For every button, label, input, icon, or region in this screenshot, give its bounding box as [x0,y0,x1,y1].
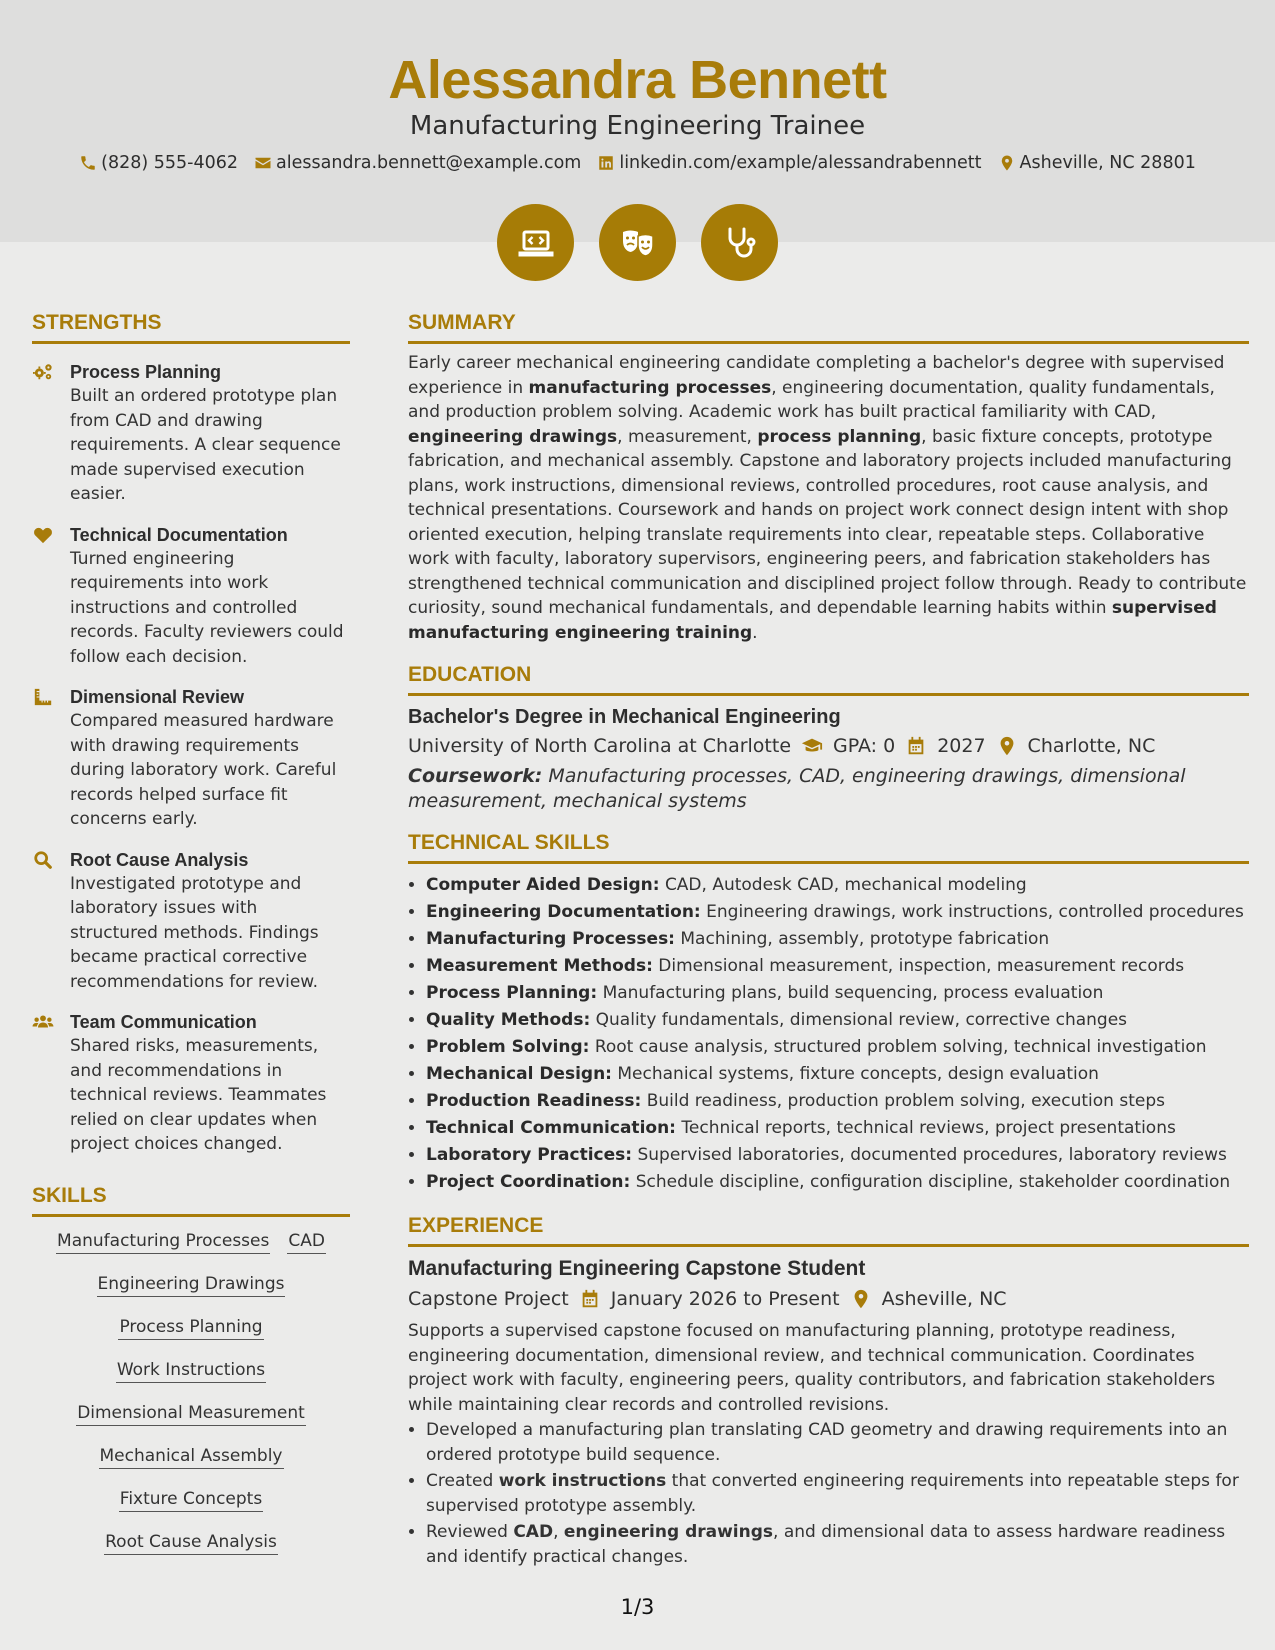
map-pin-icon [998,154,1016,172]
list-item: • Laboratory Practices: Supervised laboratories, documented procedures, laboratory reviews [426,1142,1249,1169]
linkedin-icon [597,154,615,172]
phone-icon [79,154,97,172]
list-item: • Mechanical Design: Mechanical systems, fixture concepts, design evaluation [426,1061,1249,1088]
list-item: • Created work instructions that converted engineering requirements into repeatable steps for supervised prototype assembly. [426,1469,1249,1518]
page-number: 1/3 [620,1595,655,1619]
skills-heading: SKILLS [32,1183,350,1217]
gpa-text: GPA: 0 [833,735,896,757]
skill-tag: Process Planning [118,1315,263,1340]
job-bullets [408,1418,1249,1569]
strength-item [32,523,350,670]
job-org: Capstone Project [408,1288,569,1310]
laptop-code-icon [516,223,556,263]
envelope-icon [254,154,272,172]
ruler-icon [32,687,54,707]
job-description: Supports a supervised capstone focused on manufacturing planning, prototype readiness, engineering documentation, dimensional review, and technical communication. Coordinates project work with faculty, engineering peers, quality contributors, and fabrication stakeholders while maintaining clear records and controlled revisions. [408,1321,1216,1415]
calendar-icon [579,1288,601,1310]
list-item: • Developed a manufacturing plan translating CAD geometry and drawing requirements into an ordered prototype build sequence. [426,1418,1249,1467]
strength-item [32,360,350,507]
skill-tag: Engineering Drawings [97,1272,286,1297]
strength-item [32,685,350,832]
left-column [32,310,350,1573]
job-location: Asheville, NC [881,1288,1007,1310]
skill-tag: Fixture Concepts [119,1487,263,1512]
strengths-heading: STRENGTHS [32,310,350,344]
contact-location [998,151,1196,175]
list-item: • Reviewed CAD, engineering drawings, and dimensional data to assess hardware readiness and identify practical changes. [426,1520,1249,1569]
summary-text: Early career mechanical engineering candidate completing a bachelor's degree with supervised experience in manufacturing processes, engineering documentation, quality fundamentals, and production problem solving. Academic work has built practical familiarity with CAD, engineering drawings, measurement, process planning, basic fixture concepts, prototype fabrication, and mechanical assembly. Capstone and laboratory projects included manufacturing plans, work instructions, dimensional reviews, controlled procedures, root cause analysis, and technical presentations. Coursework and hands on project work connect design intent with shop oriented execution, helping translate requirements into clear, repeatable steps. Collaborative work with faculty, laboratory supervisors, engineering peers, and fabrication stakeholders has strengthened technical communication and disciplined project follow through. Ready to contribute curiosity, sound mechanical fundamentals, and dependable learning habits within supervised manufacturing engineering training. [408,353,1247,643]
experience-heading: EXPERIENCE [408,1213,1249,1247]
skill-tag: Root Cause Analysis [104,1530,278,1555]
list-item: • Problem Solving: Root cause analysis, structured problem solving, technical investigation [426,1034,1249,1061]
strength-title: Team Communication [70,1012,257,1032]
strength-desc: Compared measured hardware with drawing requirements during laboratory work. Careful records helped surface fit concerns early. [70,711,337,829]
right-column [408,310,1249,1571]
users-icon [32,1012,54,1032]
strength-title: Process Planning [70,362,222,382]
strength-title: Root Cause Analysis [70,849,249,870]
phone-text: (828) 555-4062 [101,153,239,173]
contact-bar [0,151,1275,175]
coursework-text: Coursework: Manufacturing processes, CAD, engineering drawings, dimensional measurement, mechanical systems [408,765,1186,812]
grad-year: 2027 [937,735,986,757]
skill-tag: Dimensional Measurement [76,1401,306,1426]
technical-skills-list [408,872,1249,1196]
strength-title: Dimensional Review [70,687,245,707]
strength-desc: Investigated prototype and laboratory issues with structured methods. Findings became practical corrective recommendations for review. [70,873,319,992]
map-pin-icon [850,1288,872,1310]
contact-email[interactable] [254,151,581,175]
laptop-code-badge [497,204,574,281]
list-item: • Project Coordination: Schedule discipline, configuration discipline, stakeholder coordination [426,1169,1249,1196]
list-item: • Engineering Documentation: Engineering drawings, work instructions, controlled procedures [426,899,1249,926]
email-text[interactable]: alessandra.bennett@example.com [276,153,582,173]
list-item: • Process Planning: Manufacturing plans, build sequencing, process evaluation [426,980,1249,1007]
strength-desc: Turned engineering requirements into work instructions and controlled records. Faculty reviewers could follow each decision. [70,548,344,667]
technical-skills-heading: TECHNICAL SKILLS [408,830,1249,864]
strength-desc: Built an ordered prototype plan from CAD and drawing requirements. A clear sequence made supervised execution easier. [70,386,341,504]
job-dates: January 2026 to Present [610,1288,840,1310]
list-item: • Computer Aided Design: CAD, Autodesk CAD, mechanical modeling [426,872,1249,899]
candidate-name: Alessandra Bennett [388,50,887,110]
contact-phone [79,151,238,175]
strength-item [32,848,350,995]
strength-desc: Shared risks, measurements, and recommendations in technical reviews. Teammates relied on clear updates when project choices changed. [70,1036,327,1154]
skill-tag: Work Instructions [116,1358,266,1383]
search-icon [32,850,54,870]
education-meta [408,732,1249,760]
skill-tag: CAD [287,1229,326,1254]
summary-heading: SUMMARY [408,310,1249,344]
calendar-icon [905,735,927,757]
degree-title: Bachelor's Degree in Mechanical Engineering [408,706,841,728]
location-text: Asheville, NC 28801 [1019,153,1196,173]
education-heading: EDUCATION [408,662,1249,696]
school-location: Charlotte, NC [1027,735,1156,757]
contact-linkedin[interactable] [597,151,981,175]
skill-tag: Manufacturing Processes [56,1229,270,1254]
job-title: Manufacturing Engineering Capstone Student [408,1257,866,1280]
theater-masks-badge [599,204,676,281]
stethoscope-badge [701,204,778,281]
linkedin-text[interactable]: linkedin.com/example/alessandrabennett [619,153,982,173]
graduation-cap-icon [801,735,823,757]
school-name: University of North Carolina at Charlotte [408,735,792,757]
candidate-title: Manufacturing Engineering Trainee [409,111,866,141]
interest-badges [0,204,1275,281]
strength-title: Technical Documentation [70,524,288,545]
list-item: • Quality Methods: Quality fundamentals, dimensional review, corrective changes [426,1007,1249,1034]
list-item: • Production Readiness: Build readiness, production problem solving, execution steps [426,1088,1249,1115]
theater-masks-icon [618,223,658,263]
map-pin-icon [996,735,1018,757]
skill-tag: Mechanical Assembly [99,1444,284,1469]
list-item: • Measurement Methods: Dimensional measurement, inspection, measurement records [426,953,1249,980]
skills-list [32,1229,350,1555]
list-item: • Manufacturing Processes: Machining, assembly, prototype fabrication [426,926,1249,953]
stethoscope-icon [720,223,760,263]
experience-meta [408,1285,1249,1313]
strength-item [32,1010,350,1157]
list-item: • Technical Communication: Technical reports, technical reviews, project presentations [426,1115,1249,1142]
gears-icon [32,362,54,382]
heart-icon [32,525,54,545]
